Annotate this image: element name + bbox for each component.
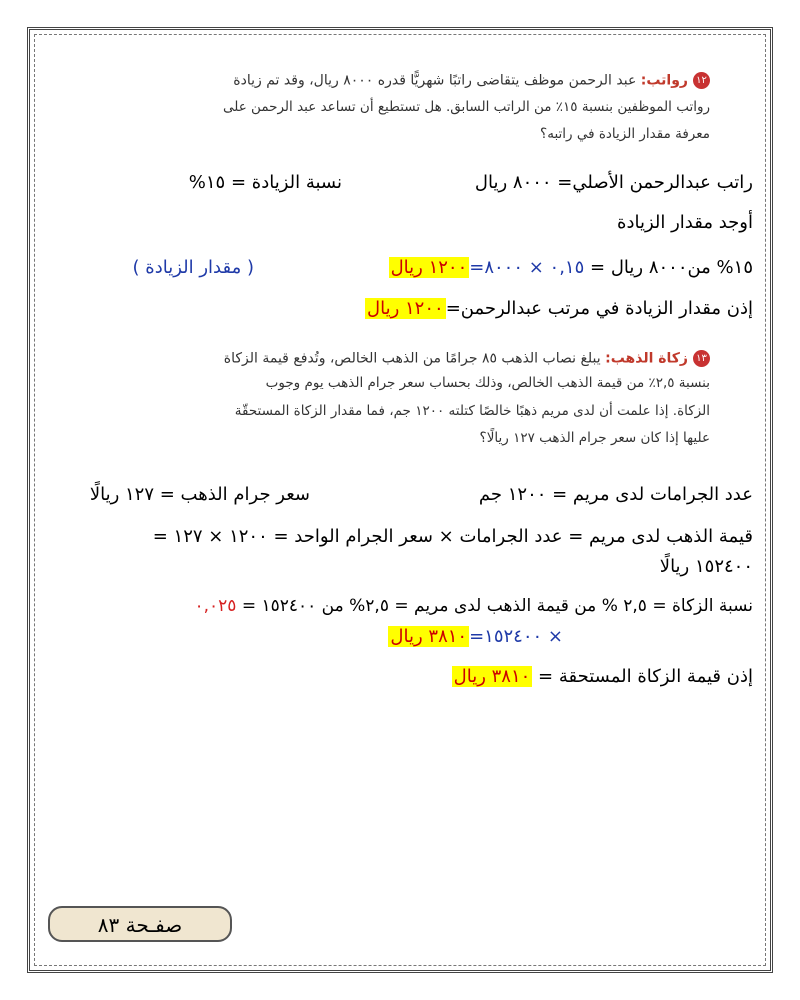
solution-13-line-3: [660, 558, 753, 576]
page-number: صفـحة ٨٣: [97, 913, 183, 937]
gold-value-result: ١٥٢٤٠٠ ريالًا: [659, 556, 753, 577]
problem-text: الزكاة. إذا علمت أن لدى مريم ذهبًا خالصًا كتلته ١٢٠٠ جم، فما مقدار الزكاة المستحقّة: [234, 403, 710, 419]
problem-text: عليها إذا كان سعر جرام الذهب ١٢٧ ريالًا؟: [479, 430, 710, 446]
zakat-rate-text: نسبة الزكاة = ٢,٥ % من قيمة الذهب لدى مريم = ٢,٥% من ١٥٢٤٠٠ =: [241, 596, 753, 616]
zakat-conclusion: إذن قيمة الزكاة المستحقة =: [538, 666, 753, 687]
solution-13-line-5: [388, 628, 563, 646]
problem-13-line-1: [224, 350, 710, 367]
calc-expression: ٠,١٥ × ٨٠٠٠=: [469, 257, 585, 278]
find-increase-text: أوجد مقدار الزيادة: [617, 212, 753, 233]
problem-text: معرفة مقدار الزيادة في راتبه؟: [540, 126, 710, 142]
solution-12-line-3: [389, 259, 753, 277]
increase-result-highlight: ١٢٠٠ ريال: [390, 257, 468, 278]
problem-number-badge: ١٣: [693, 350, 710, 367]
gram-price: سعر جرام الذهب = ١٢٧ ريالًا: [89, 484, 310, 505]
conclusion-text: إذن مقدار الزيادة في مرتب عبدالرحمن=: [445, 298, 753, 319]
increase-percent: نسبة الزيادة = ١٥%: [188, 172, 342, 193]
zakat-conclusion-highlight: ٣٨١٠ ريال: [453, 666, 531, 687]
solution-13-line-6: [452, 668, 753, 686]
solution-12-line-2: [617, 214, 753, 232]
solution-13-line-2: [153, 528, 753, 546]
problem-12-line-1: [233, 72, 710, 89]
problem-13-line-3: [235, 405, 710, 419]
solution-13-line-4: [194, 598, 753, 615]
zakat-calc: × ١٥٢٤٠٠=: [469, 626, 563, 647]
problem-12-line-2: [223, 101, 710, 115]
solution-12-line-1: [475, 174, 753, 192]
problem-text: يبلغ نصاب الذهب ٨٥ جرامًا من الذهب الخالص، وتُدفع قيمة الزكاة: [223, 350, 601, 367]
solution-13-line-1b: [90, 486, 310, 504]
original-salary: راتب عبدالرحمن الأصلي= ٨٠٠٠ ريال: [474, 172, 753, 193]
calc-text: ١٥% من٨٠٠٠ ريال =: [590, 257, 753, 278]
problem-text: عبد الرحمن موظف يتقاضى راتبًا شهريًّا قدره ٨٠٠٠ ريال، وقد تم زيادة: [233, 72, 637, 89]
problem-text: بنسبة ٢,٥٪ من قيمة الذهب الخالص، وذلك بحساب سعر جرام الذهب يوم وجوب: [265, 375, 710, 391]
problem-13-line-4: [480, 432, 710, 446]
conclusion-highlight: ١٢٠٠ ريال: [367, 298, 444, 319]
solution-12-note: [133, 259, 254, 277]
problem-13-line-2: [266, 377, 710, 391]
problem-text: رواتب الموظفين بنسبة ١٥٪ من الراتب السابق. هل تستطيع أن تساعد عبد الرحمن على: [222, 99, 710, 115]
solution-12-line-1b: [189, 174, 342, 192]
gold-value-calc: قيمة الذهب لدى مريم = عدد الجرامات × سعر الجرام الواحد = ١٢٠٠ × ١٢٧ =: [152, 526, 753, 547]
solution-12-line-4: [365, 300, 753, 318]
page-number-badge: [48, 906, 232, 942]
solution-13-line-1: [479, 486, 753, 504]
zakat-rate-decimal: ٠,٠٢٥: [194, 596, 237, 616]
increase-note: ( مقدار الزيادة ): [132, 257, 254, 278]
zakat-result-highlight: ٣٨١٠ ريال: [390, 626, 468, 647]
problem-12-line-3: [540, 128, 710, 142]
grams-count: عدد الجرامات لدى مريم = ١٢٠٠ جم: [478, 484, 753, 505]
problem-number-badge: ١٢: [693, 72, 710, 89]
problem-keyword: زكاة الذهب:: [605, 350, 688, 367]
problem-keyword: رواتب:: [640, 72, 688, 89]
